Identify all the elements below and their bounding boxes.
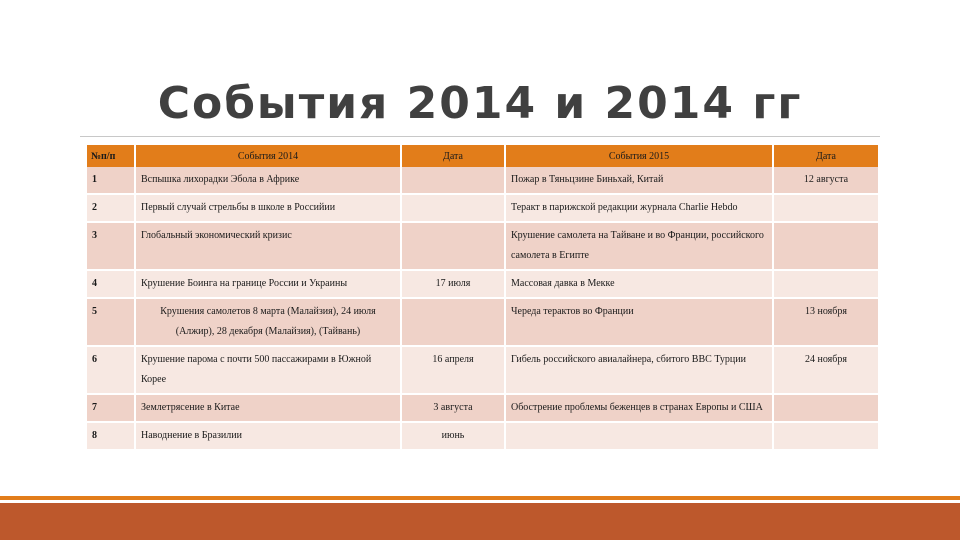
row-number: 8 (87, 422, 135, 450)
date-2015 (773, 194, 878, 222)
event-2015 (505, 422, 773, 450)
date-2014 (401, 194, 505, 222)
date-2015 (773, 270, 878, 298)
date-2015 (773, 394, 878, 422)
event-2015: Гибель российского авиалайнера, сбитого ВВС Турции (505, 346, 773, 394)
table-row (87, 422, 878, 450)
table-row (87, 298, 878, 346)
event-2015: Крушение самолета на Тайване и во Франции, российского самолета в Египте (505, 222, 773, 270)
row-number: 5 (87, 298, 135, 346)
row-number: 4 (87, 270, 135, 298)
event-2014: Наводнение в Бразилии (135, 422, 401, 450)
table-row (87, 194, 878, 222)
date-2015: 24 ноября (773, 346, 878, 394)
date-2014 (401, 167, 505, 194)
event-2014: Вспышка лихорадки Эбола в Африке (135, 167, 401, 194)
table-row (87, 167, 878, 194)
title-divider (80, 136, 880, 137)
header-events-2015: События 2015 (505, 145, 773, 167)
event-2015: Пожар в Тяньцзине Биньхай, Китай (505, 167, 773, 194)
date-2015: 12 августа (773, 167, 878, 194)
footer-accent-line (0, 496, 960, 500)
slide-title: События 2014 и 2014 гг (157, 78, 803, 129)
row-number: 1 (87, 167, 135, 194)
table-row (87, 394, 878, 422)
row-number: 6 (87, 346, 135, 394)
row-number: 3 (87, 222, 135, 270)
event-2014: Первый случай стрельбы в школе в Российии (135, 194, 401, 222)
event-2014: Крушение Боинга на границе России и Украины (135, 270, 401, 298)
date-2014 (401, 222, 505, 270)
event-2015: Обострение проблемы беженцев в странах Европы и США (505, 394, 773, 422)
event-2014: Землетрясение в Китае (135, 394, 401, 422)
date-2014 (401, 298, 505, 346)
header-date-2014: Дата (401, 145, 505, 167)
event-2015: Теракт в парижской редакции журнала Charlie Hebdo (505, 194, 773, 222)
event-2014: Крушение парома с почти 500 пассажирами в Южной Корее (135, 346, 401, 394)
date-2014: июнь (401, 422, 505, 450)
table-row (87, 222, 878, 270)
table-row (87, 346, 878, 394)
event-2015: Череда терактов во Франции (505, 298, 773, 346)
table-header-row (87, 145, 878, 167)
date-2015: 13 ноября (773, 298, 878, 346)
header-date-2015: Дата (773, 145, 878, 167)
date-2014: 16 апреля (401, 346, 505, 394)
header-num: №п/п (87, 145, 135, 167)
row-number: 2 (87, 194, 135, 222)
event-2014: Глобальный экономический кризис (135, 222, 401, 270)
footer-band (0, 503, 960, 540)
date-2015 (773, 422, 878, 450)
date-2014: 17 июля (401, 270, 505, 298)
event-2014: Крушения самолетов 8 марта (Малайзия), 24 июля (Алжир), 28 декабря (Малайзия), (Тайвань) (135, 298, 401, 346)
date-2015 (773, 222, 878, 270)
header-events-2014: События 2014 (135, 145, 401, 167)
row-number: 7 (87, 394, 135, 422)
table-row (87, 270, 878, 298)
date-2014: 3 августа (401, 394, 505, 422)
events-table (87, 145, 878, 451)
event-2015: Массовая давка в Мекке (505, 270, 773, 298)
